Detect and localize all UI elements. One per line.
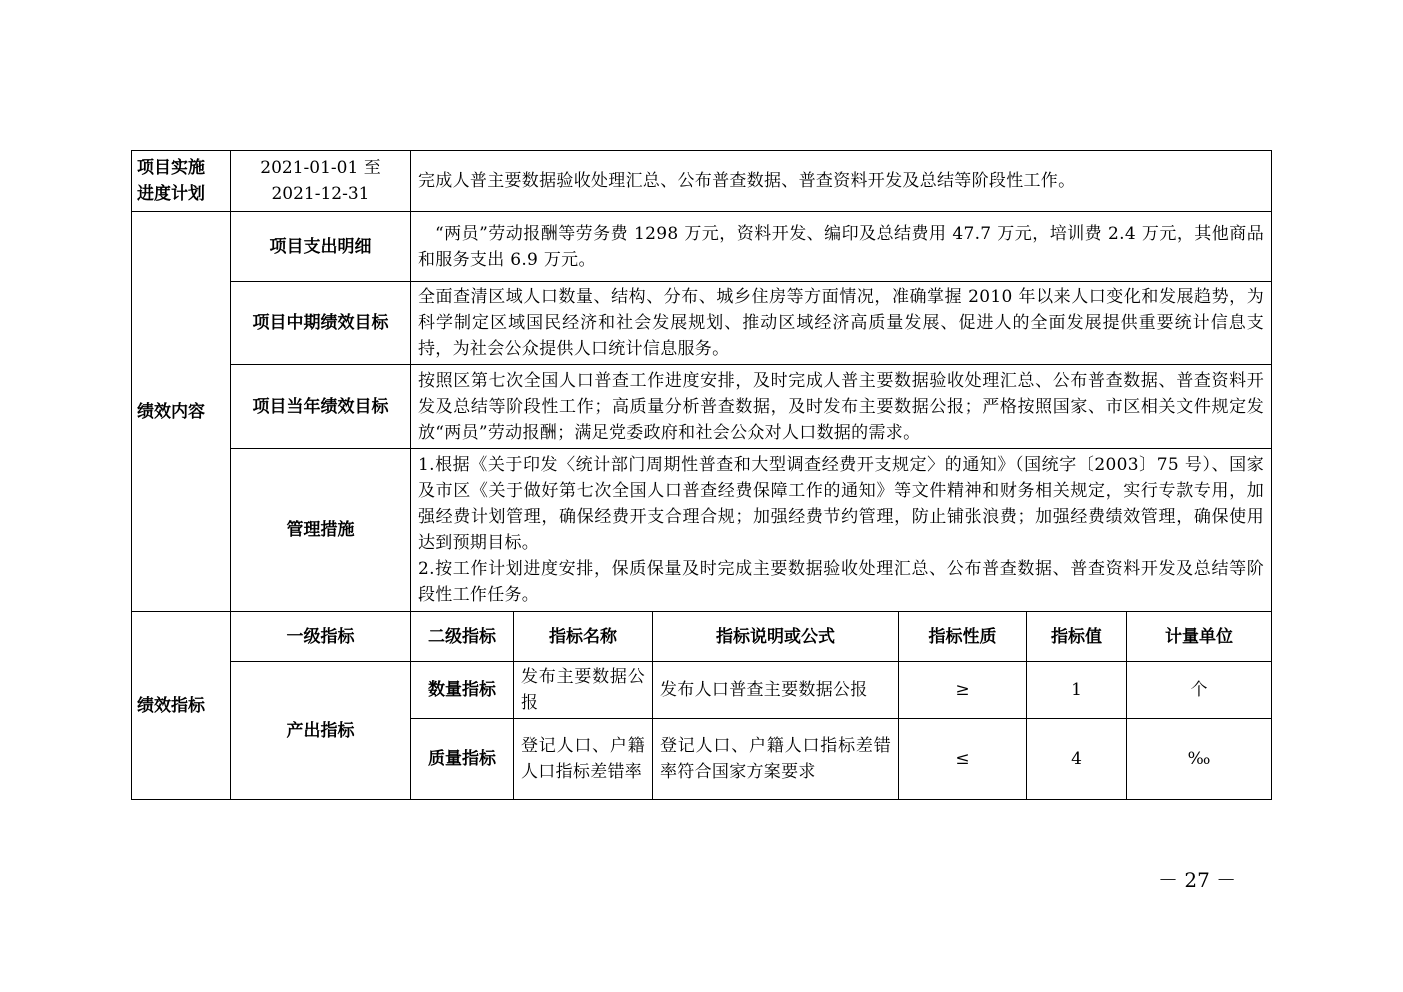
header-value: 指标值 [1027,612,1127,662]
content-section-label: 绩效内容 [132,212,231,612]
schedule-label-line1: 项目实施 [137,158,205,178]
schedule-dates [231,151,411,212]
header-level2: 二级指标 [411,612,514,662]
indicator-section-label: 绩效指标 [132,612,231,800]
header-level1: 一级指标 [231,612,411,662]
indicator-row [132,662,1272,719]
header-description: 指标说明或公式 [653,612,899,662]
indicator-nature: ≤ [899,719,1027,800]
content-label-midterm: 项目中期绩效目标 [231,282,411,365]
header-nature: 指标性质 [899,612,1027,662]
indicator-level2: 质量指标 [411,719,514,800]
indicator-unit: 个 [1127,662,1272,719]
indicator-unit: ‰ [1127,719,1272,800]
content-text-expense: “两员”劳动报酬等劳务费 1298 万元，资料开发、编印及总结费用 47.7 万元，培训费 2.4 万元，其他商品和服务支出 6.9 万元。 [411,212,1272,282]
content-row-midterm [132,282,1272,365]
indicator-value: 1 [1027,662,1127,719]
schedule-description: 完成人普主要数据验收处理汇总、公布普查数据、普查资料开发及总结等阶段性工作。 [411,151,1272,212]
content-row-expense [132,212,1272,282]
content-text-measures [411,449,1272,612]
schedule-date-start: 2021-01-01 至 [260,158,381,178]
header-name: 指标名称 [514,612,653,662]
schedule-date-end: 2021-12-31 [271,184,370,204]
schedule-label [132,151,231,212]
header-unit: 计量单位 [1127,612,1272,662]
content-label-expense: 项目支出明细 [231,212,411,282]
indicator-description: 发布人口普查主要数据公报 [653,662,899,719]
schedule-row [132,151,1272,212]
page-number: － 27 － [1158,868,1237,892]
content-row-annual [132,365,1272,449]
schedule-label-line2: 进度计划 [137,184,205,204]
indicator-level2: 数量指标 [411,662,514,719]
indicator-nature: ≥ [899,662,1027,719]
indicator-name: 登记人口、户籍人口指标差错率 [514,719,653,800]
content-text-midterm: 全面查清区域人口数量、结构、分布、城乡住房等方面情况，准确掌握 2010 年以来人口变化和发展趋势，为科学制定区域国民经济和社会发展规划、推动区域经济高质量发展、促进人的全面发展提供重要统计信息支持，为社会公众提供人口统计信息服务。 [411,282,1272,365]
indicator-name: 发布主要数据公报 [514,662,653,719]
content-label-measures: 管理措施 [231,449,411,612]
performance-table [131,150,1272,800]
measures-paragraph-1: 1.根据《关于印发〈统计部门周期性普查和大型调查经费开支规定〉的通知》（国统字〔2003〕75 号）、国家及市区《关于做好第七次全国人口普查经费保障工作的通知》等文件精神和财务相关规定，实行专款专用，加强经费计划管理，确保经费开支合理合规；加强经费节约管理，防止铺张浪费；加强经费绩效管理，确保使用达到预期目标。 [418,455,1265,553]
indicator-value: 4 [1027,719,1127,800]
indicator-level1: 产出指标 [231,662,411,800]
indicator-header-row [132,612,1272,662]
content-text-annual: 按照区第七次全国人口普查工作进度安排，及时完成人普主要数据验收处理汇总、公布普查数据、普查资料开发及总结等阶段性工作；高质量分析普查数据，及时发布主要数据公报；严格按照国家、市区相关文件规定发放“两员”劳动报酬；满足党委政府和社会公众对人口数据的需求。 [411,365,1272,449]
content-label-annual: 项目当年绩效目标 [231,365,411,449]
measures-paragraph-2: 2.按工作计划进度安排，保质保量及时完成主要数据验收处理汇总、公布普查数据、普查资料开发及总结等阶段性工作任务。 [418,559,1265,605]
indicator-description: 登记人口、户籍人口指标差错率符合国家方案要求 [653,719,899,800]
content-row-measures [132,449,1272,612]
